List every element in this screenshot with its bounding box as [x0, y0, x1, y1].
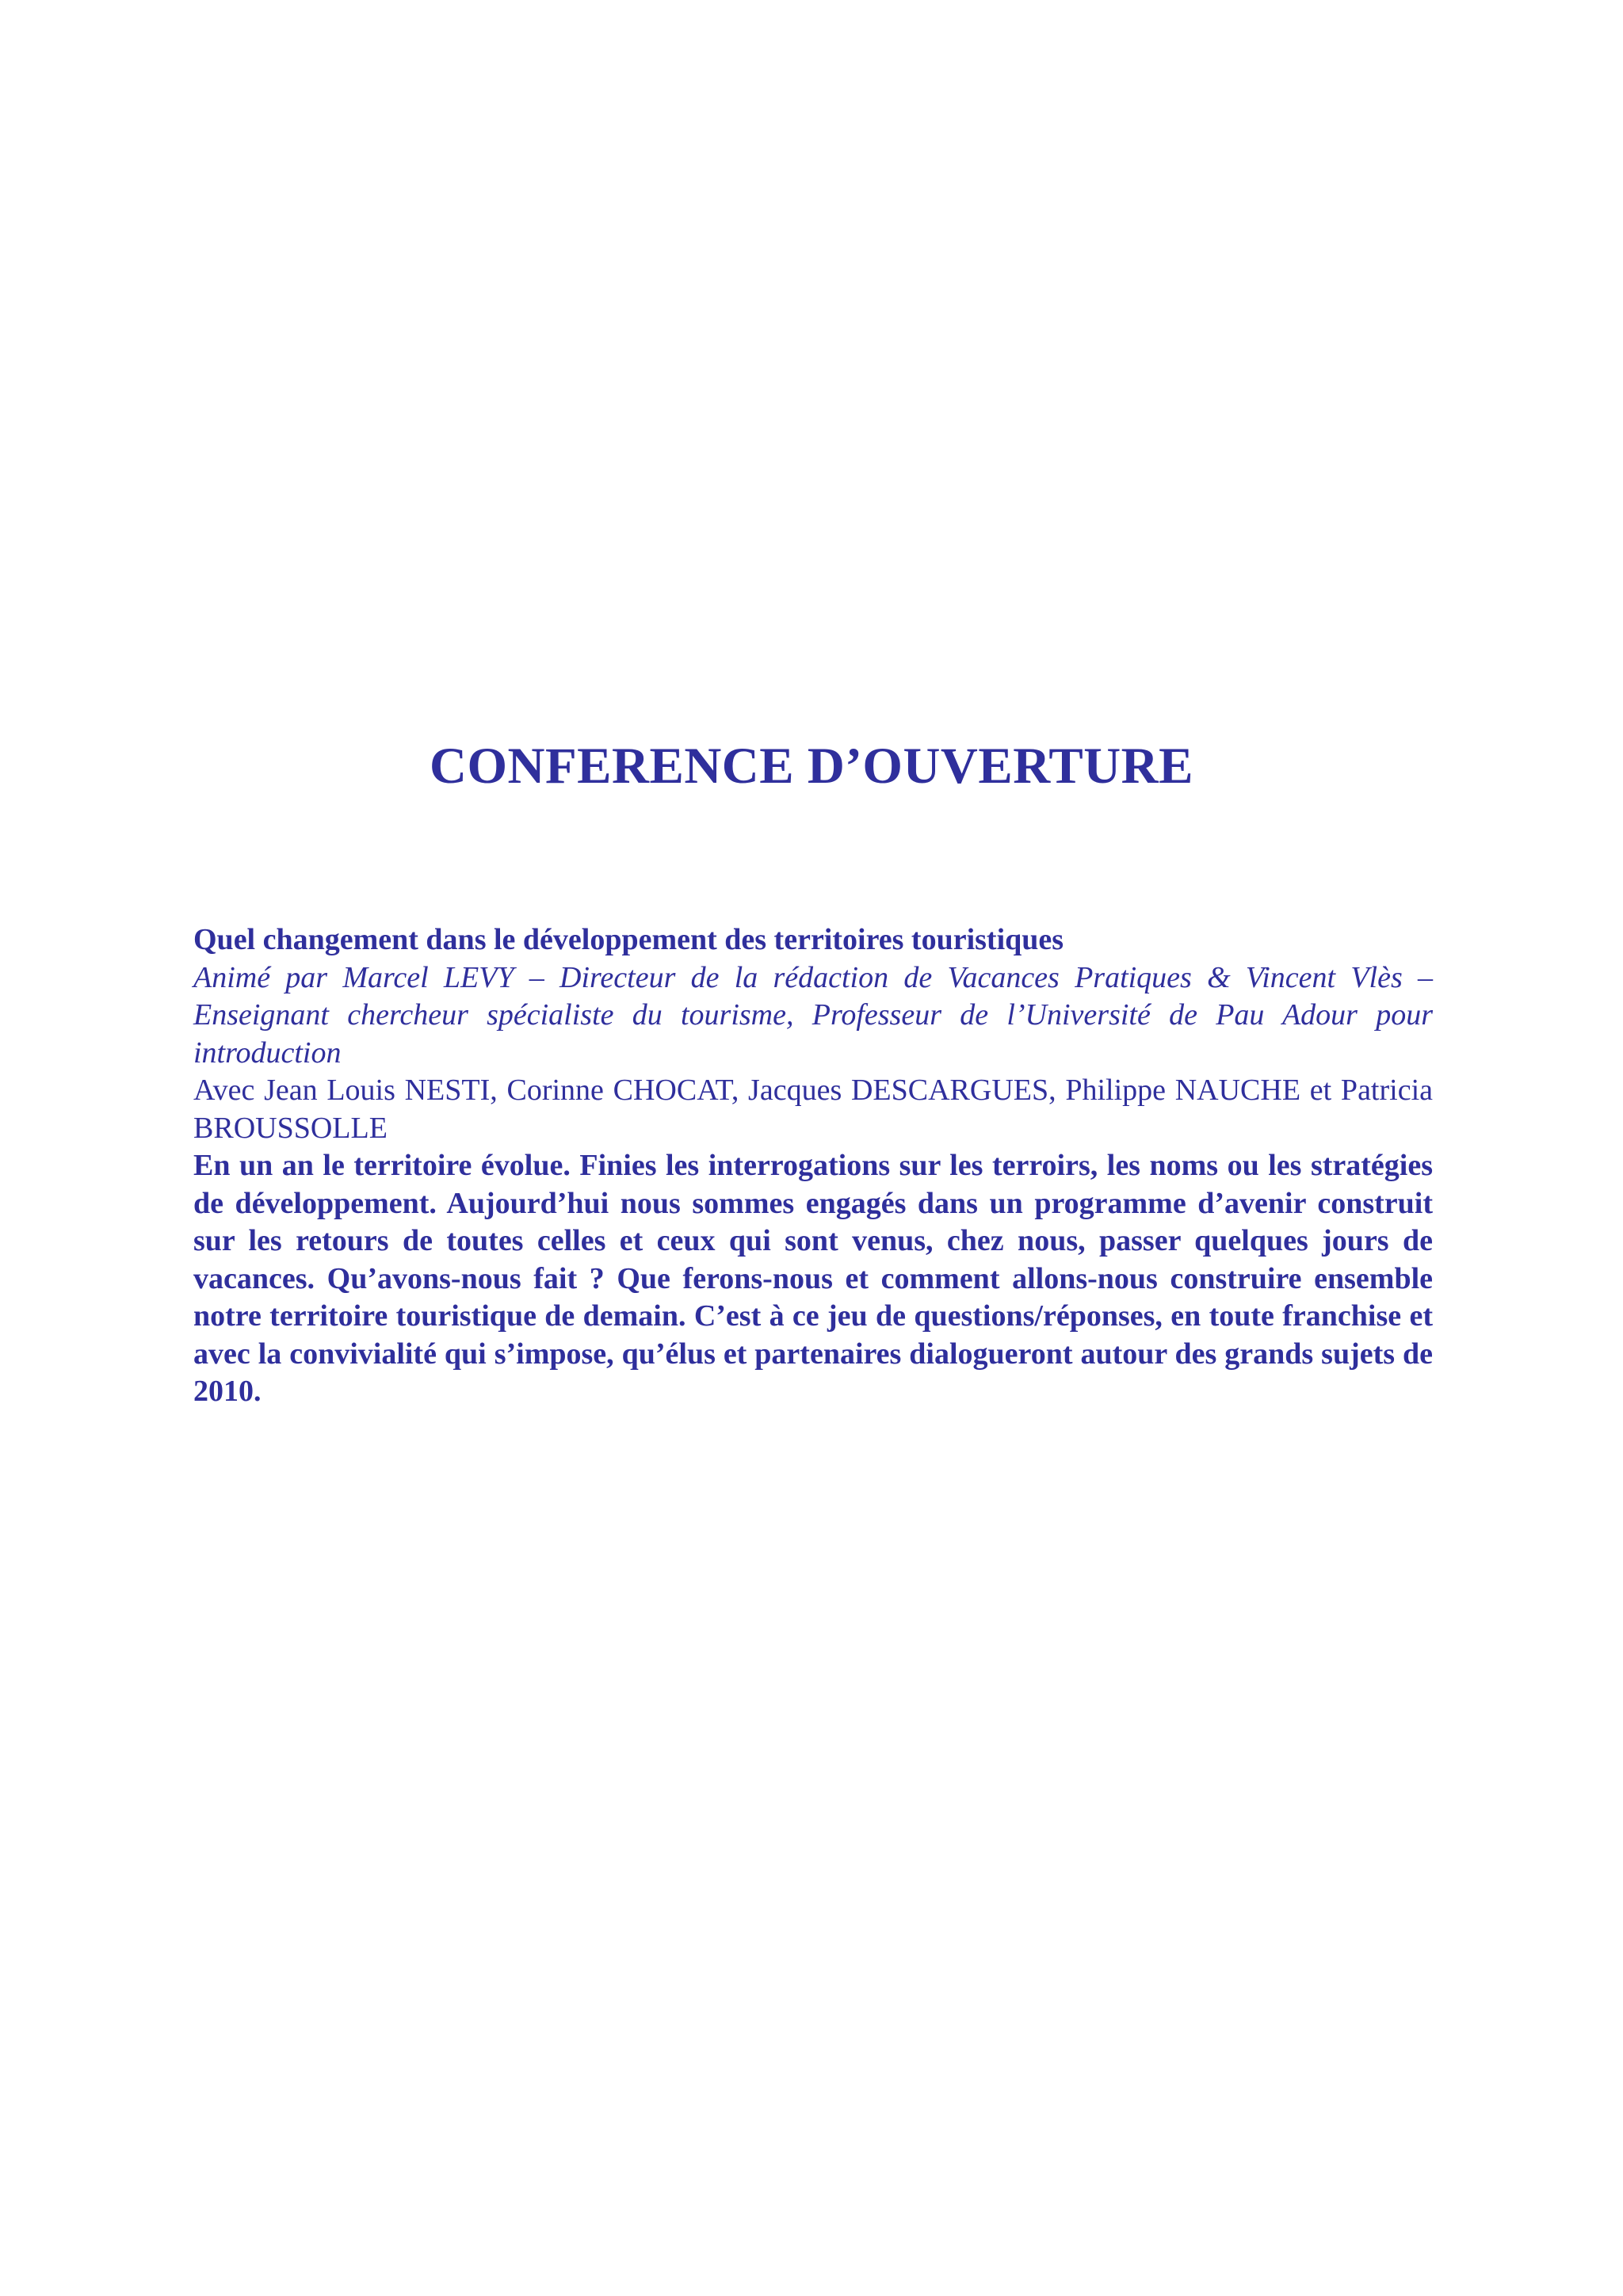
conference-summary: En un an le territoire évolue. Finies les interrogations sur les terroirs, les noms ou les stratégies de développement. Aujourd’hui nous sommes engagés dans un programme d’avenir construit sur les retours de toutes celles et ceux qui sont venus, chez nous, passer quelques jours de vacances. Qu’avons-nous fait ? Que ferons-nous et comment allons-nous construire ensemble notre territoire touristique de demain. C’est à ce jeu de questions/réponses, en toute franchise et avec la convivialité qui s’impose, qu’élus et partenaires dialogueront autour des grands sujets de 2010. [193, 1149, 1433, 1408]
conference-subtitle: Quel changement dans le développement des territoires touristiques [193, 923, 1064, 956]
page-title: CONFERENCE D’OUVERTURE [430, 738, 1193, 795]
moderators-line: Animé par Marcel LEVY – Directeur de la rédaction de Vacances Pratiques & Vincent Vlès – Enseignant chercheur spécialiste du tourisme, Professeur de l’Université de Pau Adour pour introduction [193, 960, 1433, 1070]
participants-line: Avec Jean Louis NESTI, Corinne CHOCAT, Jacques DESCARGUES, Philippe NAUCHE et Patricia BROUSSOLLE [193, 1074, 1433, 1145]
conference-description-block [193, 921, 1433, 1411]
